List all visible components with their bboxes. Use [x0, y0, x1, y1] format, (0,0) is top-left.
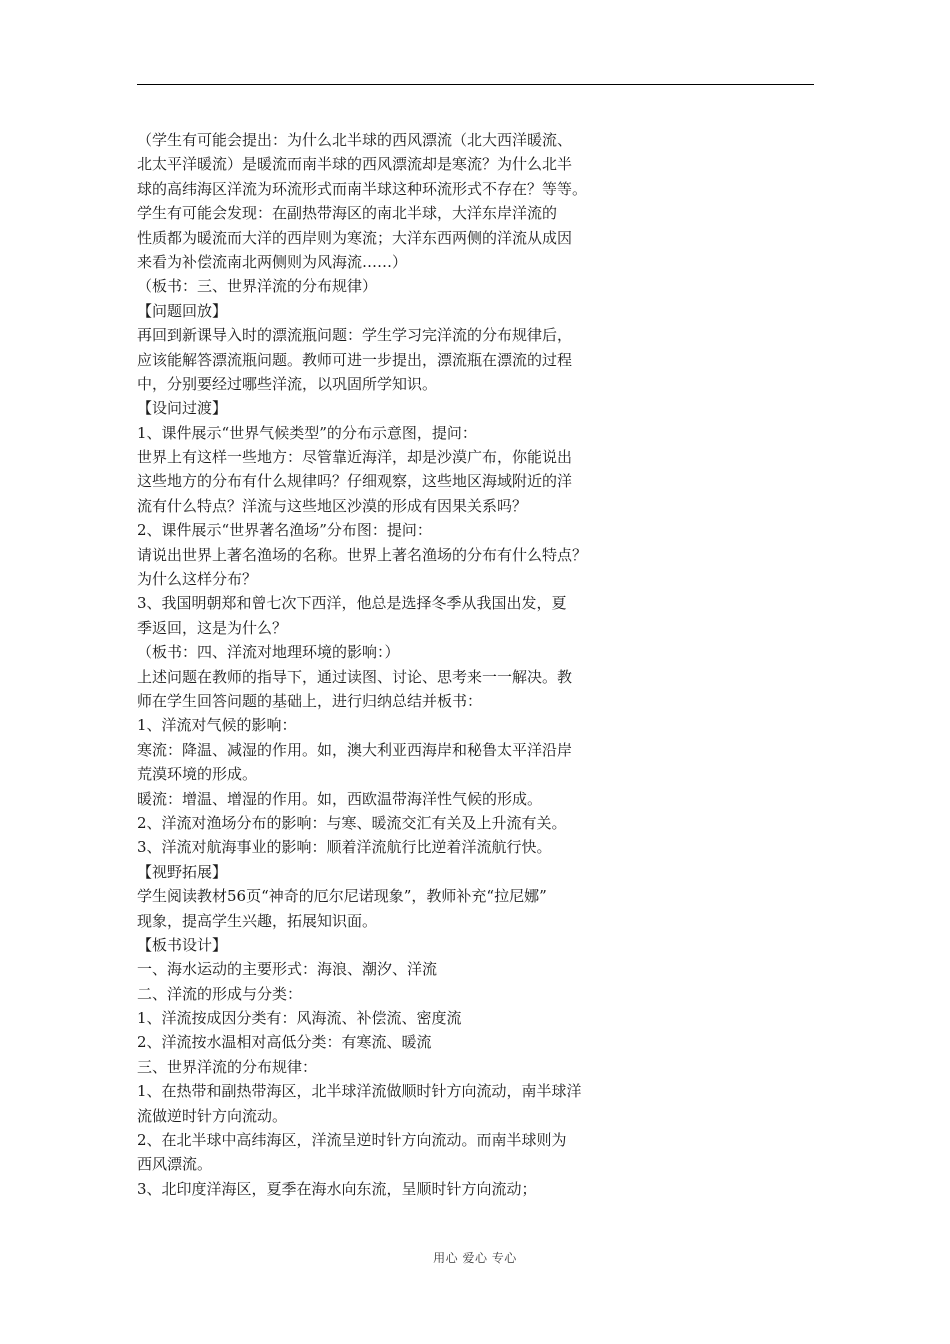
text-line: 一、海水运动的主要形式：海浪、潮汐、洋流 — [137, 960, 438, 979]
text-line: 季返回，这是为什么？ — [137, 618, 288, 637]
text-line: 1、课件展示“世界气候类型”的分布示意图，提问： — [137, 423, 477, 442]
section-heading: 【板书设计】 — [137, 935, 228, 954]
text-line: 来看为补偿流南北两侧则为风海流……） — [137, 252, 408, 271]
text-line: 应该能解答漂流瓶问题。教师可进一步提出，漂流瓶在漂流的过程 — [137, 350, 573, 369]
text-line: 暖流：增温、增湿的作用。如，西欧温带海洋性气候的形成。 — [137, 789, 543, 808]
board-note: （板书：三、世界洋流的分布规律） — [137, 277, 378, 296]
text-line: 2、洋流对渔场分布的影响：与寒、暖流交汇有关及上升流有关。 — [137, 813, 567, 832]
text-line: 性质都为暖流而大洋的西岸则为寒流；大洋东西两侧的洋流从成因 — [137, 228, 573, 247]
text-line: 请说出世界上著名渔场的名称。世界上著名渔场的分布有什么特点？ — [137, 545, 588, 564]
text-line: 2、在北半球中高纬海区，洋流呈逆时针方向流动。而南半球则为 — [137, 1131, 567, 1150]
text-line: 流做逆时针方向流动。 — [137, 1106, 288, 1125]
section-heading: 【视野拓展】 — [137, 862, 228, 881]
text-line: 师在学生回答问题的基础上，进行归纳总结并板书： — [137, 691, 483, 710]
text-line: 三、世界洋流的分布规律： — [137, 1057, 318, 1076]
text-line: 流有什么特点？洋流与这些地区沙漠的形成有因果关系吗？ — [137, 496, 528, 515]
text-line: 3、我国明朝郑和曾七次下西洋，他总是选择冬季从我国出发，夏 — [137, 594, 567, 613]
text-line: 学生阅读教材56页“神奇的厄尔尼诺现象”，教师补充“拉尼娜” — [137, 887, 547, 906]
text-line: 2、洋流按水温相对高低分类：有寒流、暖流 — [137, 1033, 432, 1052]
text-line: 上述问题在教师的指导下，通过读图、讨论、思考来一一解决。教 — [137, 667, 573, 686]
document-body — [137, 128, 817, 1201]
text-line: 3、洋流对航海事业的影响：顺着洋流航行比逆着洋流航行快。 — [137, 838, 552, 857]
text-line: 为什么这样分布？ — [137, 570, 258, 589]
text-line: 中，分别要经过哪些洋流，以巩固所学知识。 — [137, 374, 438, 393]
text-line: 学生有可能会发现：在副热带海区的南北半球，大洋东岸洋流的 — [137, 204, 558, 223]
text-line: 世界上有这样一些地方：尽管靠近海洋，却是沙漠广布，你能说出 — [137, 448, 573, 467]
header-rule — [137, 84, 814, 85]
text-line: 1、洋流对气候的影响： — [137, 716, 297, 735]
text-line: 球的高纬海区洋流为环流形式而南半球这种环流形式不存在？等等。 — [137, 179, 588, 198]
text-line: 1、洋流按成因分类有：风海流、补偿流、密度流 — [137, 1009, 462, 1028]
text-line: 西风漂流。 — [137, 1155, 213, 1174]
text-line: 3、北印度洋海区，夏季在海水向东流，呈顺时针方向流动； — [137, 1179, 537, 1198]
section-heading: 【设问过渡】 — [137, 399, 228, 418]
text-line: （学生有可能会提出：为什么北半球的西风漂流（北大西洋暖流、 — [137, 131, 573, 149]
section-heading: 【问题回放】 — [137, 301, 228, 320]
text-line: 二、洋流的形成与分类： — [137, 984, 303, 1003]
text-line: 北太平洋暖流）是暖流而南半球的西风漂流却是寒流？为什么北半 — [137, 155, 573, 174]
text-line: 荒漠环境的形成。 — [137, 765, 258, 784]
text-line: 寒流：降温、减湿的作用。如，澳大利亚西海岸和秘鲁太平洋沿岸 — [137, 740, 573, 759]
text-line: 现象，提高学生兴趣，拓展知识面。 — [137, 911, 378, 930]
text-line: 1、在热带和副热带海区，北半球洋流做顺时针方向流动，南半球洋 — [137, 1082, 582, 1101]
page-footer: 用心 爱心 专心 — [433, 1251, 517, 1265]
text-line: 这些地方的分布有什么规律吗？仔细观察，这些地区海域附近的洋 — [137, 472, 573, 491]
board-note: （板书：四、洋流对地理环境的影响：） — [137, 643, 400, 662]
text-line: 再回到新课导入时的漂流瓶问题：学生学习完洋流的分布规律后， — [137, 326, 573, 345]
text-line: 2、课件展示“世界著名渔场”分布图：提问： — [137, 521, 432, 540]
